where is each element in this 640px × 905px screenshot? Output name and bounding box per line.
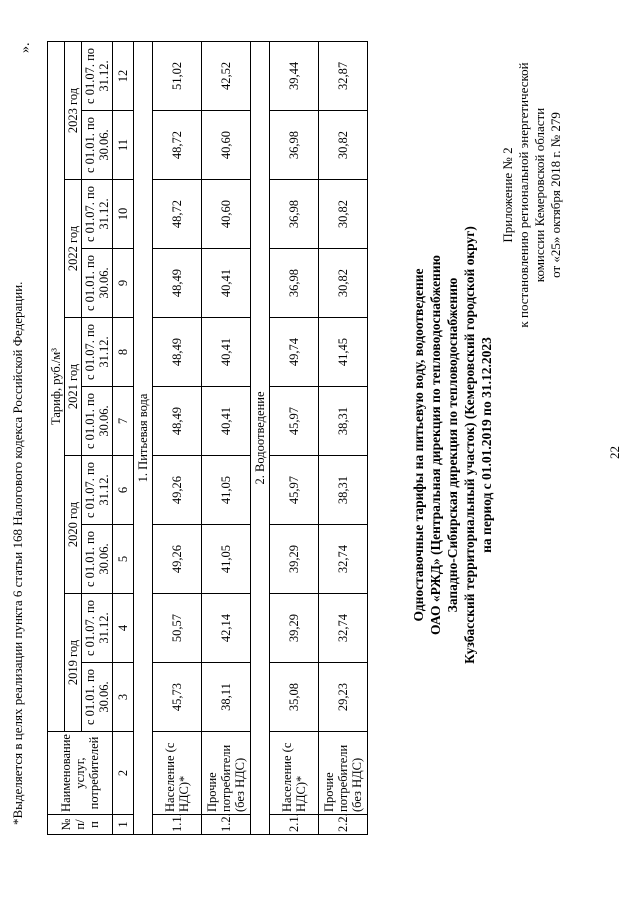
header-year: 2020 год: [65, 456, 82, 594]
appendix-line: от «25» октября 2018 г. № 279: [548, 112, 563, 278]
header-tariff: Тариф, руб./м³: [48, 41, 65, 731]
page-number: 22: [607, 446, 622, 459]
column-number: 11: [113, 111, 134, 180]
row-number: 1.2.: [202, 815, 251, 835]
header-year: 2021 год: [65, 318, 82, 456]
tariff-value: 48,72: [153, 180, 202, 249]
tariff-value: 36,98: [270, 180, 319, 249]
tariff-value: 49,74: [270, 318, 319, 387]
footnote: *Выделяется в целях реализации пункта 6 статьи 168 Налогового кодекса Российской Федерации.: [10, 281, 25, 825]
header-period: с 01.07. по 31.12.: [82, 41, 113, 110]
tariff-value: 49,26: [153, 456, 202, 525]
row-name: Прочие потребители (без НДС): [202, 732, 251, 815]
header-year: 2023 год: [65, 41, 82, 179]
row-number: 2.2.: [319, 815, 368, 835]
column-number: 7: [113, 387, 134, 456]
header-name: Наименование услуг, потребителей: [48, 732, 113, 815]
tariff-table: [47, 41, 368, 835]
tariff-value: 41,05: [202, 525, 251, 594]
tariff-value: 40,60: [202, 180, 251, 249]
title-line: Западно-Сибирская дирекция по тепловодоснабжению: [445, 277, 460, 613]
column-number: 1: [113, 815, 134, 835]
column-number: 10: [113, 180, 134, 249]
tariff-value: 30,82: [319, 111, 368, 180]
tariff-value: 32,87: [319, 41, 368, 110]
tariff-value: 45,97: [270, 456, 319, 525]
column-number: 4: [113, 594, 134, 663]
column-number: 3: [113, 663, 134, 732]
tariff-value: 51,02: [153, 41, 202, 110]
table-row: [319, 41, 368, 834]
header-period: с 01.01. по 30.06.: [82, 525, 113, 594]
appendix-line: Приложение № 2: [500, 147, 515, 243]
column-number: 6: [113, 456, 134, 525]
tariff-value: 39,29: [270, 525, 319, 594]
tariff-value: 30,82: [319, 249, 368, 318]
tariff-value: 42,52: [202, 41, 251, 110]
row-number: 1.1.: [153, 815, 202, 835]
row-name: Население (с НДС)*: [270, 732, 319, 815]
tariff-value: 41,05: [202, 456, 251, 525]
column-number: 8: [113, 318, 134, 387]
tariff-value: 29,23: [319, 663, 368, 732]
header-period: с 01.01. по 30.06.: [82, 387, 113, 456]
tariff-value: 39,29: [270, 594, 319, 663]
appendix-line: комиссии Кемеровской области: [532, 107, 547, 283]
title-line: Одноставочные тарифы на питьевую воду, водоотведение: [411, 268, 426, 622]
title-line: на период с 01.01.2019 по 31.12.2023: [479, 337, 494, 553]
tariff-value: 48,49: [153, 318, 202, 387]
tariff-value: 36,98: [270, 249, 319, 318]
column-number: 2: [113, 732, 134, 815]
section-title: 1. Питьевая вода: [134, 41, 153, 834]
tariff-value: 41,45: [319, 318, 368, 387]
appendix-line: к постановлению региональной энергетической: [516, 62, 531, 328]
title-line: ОАО «РЖД» (Центральная дирекция по тепловодоснабжению: [428, 255, 443, 635]
row-name: Прочие потребители (без НДС): [319, 732, 368, 815]
appendix-header: [500, 45, 564, 345]
header-period: с 01.07. по 31.12.: [82, 594, 113, 663]
section-title: 2. Водоотведение: [251, 41, 270, 834]
tariff-value: 40,41: [202, 387, 251, 456]
tariff-value: 40,41: [202, 318, 251, 387]
table-row: [270, 41, 319, 834]
document-title: [410, 135, 495, 755]
header-period: с 01.07. по 31.12.: [82, 318, 113, 387]
tariff-value: 45,73: [153, 663, 202, 732]
tariff-value: 40,41: [202, 249, 251, 318]
title-line: Кузбасский территориальный участок) (Кемеровский городской округ): [462, 226, 477, 664]
header-period: с 01.07. по 31.12.: [82, 456, 113, 525]
header-year: 2019 год: [65, 594, 82, 732]
column-number: 5: [113, 525, 134, 594]
tariff-value: 35,08: [270, 663, 319, 732]
tariff-value: 38,31: [319, 387, 368, 456]
column-number: 12: [113, 41, 134, 110]
column-number: 9: [113, 249, 134, 318]
header-period: с 01.01. по 30.06.: [82, 111, 113, 180]
tariff-value: 36,98: [270, 111, 319, 180]
tariff-value: 32,74: [319, 594, 368, 663]
row-number: 2.1.: [270, 815, 319, 835]
tariff-value: 42,14: [202, 594, 251, 663]
header-period: с 01.01. по 30.06.: [82, 663, 113, 732]
tariff-value: 50,57: [153, 594, 202, 663]
table-row: [153, 41, 202, 834]
tariff-value: 48,49: [153, 387, 202, 456]
header-period: с 01.01. по 30.06.: [82, 249, 113, 318]
table-row: [202, 41, 251, 834]
tariff-value: 32,74: [319, 525, 368, 594]
header-period: с 01.07. по 31.12.: [82, 180, 113, 249]
header-no: № п/п: [48, 815, 113, 835]
tariff-value: 49,26: [153, 525, 202, 594]
tariff-value: 48,49: [153, 249, 202, 318]
tariff-value: 40,60: [202, 111, 251, 180]
tariff-value: 48,72: [153, 111, 202, 180]
header-year: 2022 год: [65, 180, 82, 318]
tariff-value: 39,44: [270, 41, 319, 110]
tariff-value: 30,82: [319, 180, 368, 249]
closing-quote: ».: [18, 42, 33, 53]
row-name: Население (с НДС)*: [153, 732, 202, 815]
tariff-value: 38,11: [202, 663, 251, 732]
tariff-value: 38,31: [319, 456, 368, 525]
tariff-value: 45,97: [270, 387, 319, 456]
